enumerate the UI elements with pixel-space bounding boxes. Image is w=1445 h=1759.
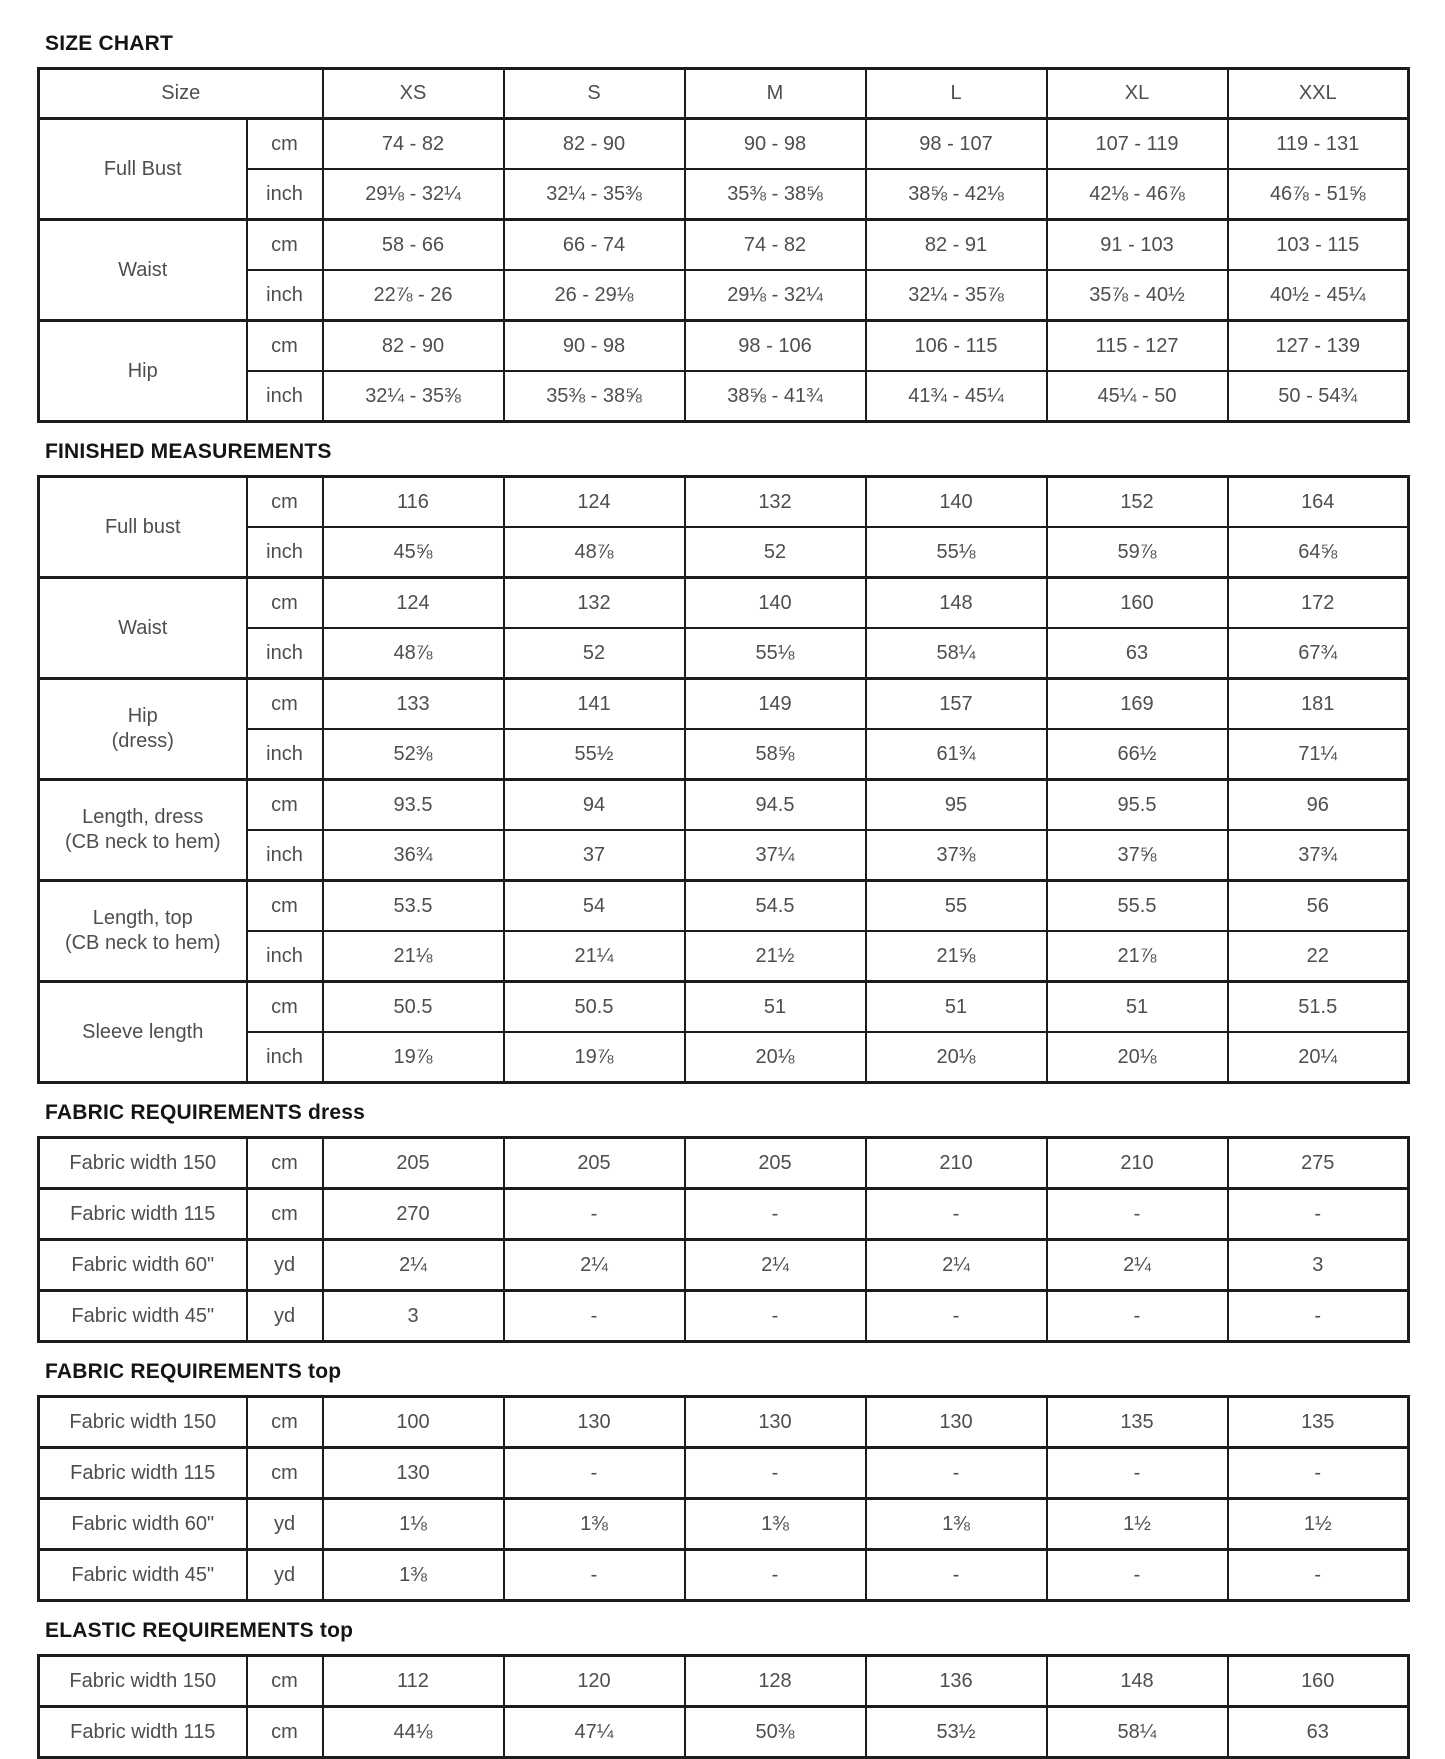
value-cell: 90 - 98	[504, 321, 685, 372]
finished-measurements-title: FINISHED MEASUREMENTS	[45, 440, 332, 463]
unit-cell: yd	[247, 1240, 323, 1291]
row-label: Length, top (CB neck to hem)	[39, 881, 247, 982]
value-cell: 169	[1047, 679, 1228, 730]
value-cell: 52⅜	[323, 729, 504, 780]
table-row	[39, 321, 1409, 372]
value-cell: -	[504, 1550, 685, 1601]
row-label: Fabric width 115	[39, 1189, 247, 1240]
unit-cell: cm	[247, 780, 323, 831]
table-row	[39, 1138, 1409, 1189]
value-cell: 58⅝	[685, 729, 866, 780]
value-cell: 52	[504, 628, 685, 679]
value-cell: 22	[1228, 931, 1409, 982]
size-chart-table	[37, 67, 1410, 423]
row-label: Fabric width 60"	[39, 1499, 247, 1550]
value-cell: 181	[1228, 679, 1409, 730]
value-cell: 66 - 74	[504, 220, 685, 271]
value-cell: 45¼ - 50	[1047, 371, 1228, 422]
value-cell: 160	[1228, 1656, 1409, 1707]
value-cell: 35⅞ - 40½	[1047, 270, 1228, 321]
value-cell: 2¼	[323, 1240, 504, 1291]
table-row	[39, 220, 1409, 271]
finished-measurements-section	[37, 440, 1445, 1084]
value-cell: -	[1047, 1189, 1228, 1240]
value-cell: -	[1228, 1189, 1409, 1240]
value-cell: 94	[504, 780, 685, 831]
value-cell: 152	[1047, 477, 1228, 528]
value-cell: 58¼	[866, 628, 1047, 679]
value-cell: 130	[866, 1397, 1047, 1448]
column-header: XL	[1047, 69, 1228, 119]
table-row	[39, 1499, 1409, 1550]
column-header: L	[866, 69, 1047, 119]
unit-cell: cm	[247, 1138, 323, 1189]
value-cell: 275	[1228, 1138, 1409, 1189]
value-cell: 270	[323, 1189, 504, 1240]
row-label: Hip	[39, 321, 247, 422]
value-cell: 157	[866, 679, 1047, 730]
elastic-requirements-top-title: ELASTIC REQUIREMENTS top	[45, 1619, 354, 1642]
value-cell: 37¾	[1228, 830, 1409, 881]
unit-cell: cm	[247, 220, 323, 271]
value-cell: 55.5	[1047, 881, 1228, 932]
value-cell: 20¼	[1228, 1032, 1409, 1083]
fabric-requirements-dress-table	[37, 1136, 1410, 1343]
row-label: Fabric width 115	[39, 1448, 247, 1499]
row-label: Sleeve length	[39, 982, 247, 1083]
value-cell: 38⅝ - 42⅛	[866, 169, 1047, 220]
value-cell: 29⅛ - 32¼	[323, 169, 504, 220]
value-cell: 32¼ - 35⅜	[504, 169, 685, 220]
table-header	[39, 69, 1409, 119]
value-cell: 20⅛	[866, 1032, 1047, 1083]
row-label: Full bust	[39, 477, 247, 578]
unit-cell: inch	[247, 931, 323, 982]
table-row	[39, 881, 1409, 932]
value-cell: 20⅛	[1047, 1032, 1228, 1083]
unit-cell: cm	[247, 1189, 323, 1240]
value-cell: 54	[504, 881, 685, 932]
value-cell: 37¼	[685, 830, 866, 881]
value-cell: -	[866, 1550, 1047, 1601]
value-cell: 1½	[1047, 1499, 1228, 1550]
unit-cell: inch	[247, 527, 323, 578]
row-label: Waist	[39, 220, 247, 321]
value-cell: 140	[685, 578, 866, 629]
value-cell: 19⅞	[504, 1032, 685, 1083]
value-cell: 1⅛	[323, 1499, 504, 1550]
unit-cell: inch	[247, 1032, 323, 1083]
row-label: Length, dress (CB neck to hem)	[39, 780, 247, 881]
value-cell: 32¼ - 35⅞	[866, 270, 1047, 321]
value-cell: 1⅜	[866, 1499, 1047, 1550]
unit-cell: cm	[247, 1448, 323, 1499]
value-cell: 2¼	[685, 1240, 866, 1291]
table-body	[39, 1656, 1409, 1758]
table-body	[39, 477, 1409, 1083]
value-cell: 172	[1228, 578, 1409, 629]
value-cell: 58 - 66	[323, 220, 504, 271]
value-cell: 21⅝	[866, 931, 1047, 982]
value-cell: 106 - 115	[866, 321, 1047, 372]
value-cell: 148	[1047, 1656, 1228, 1707]
value-cell: 50 - 54¾	[1228, 371, 1409, 422]
value-cell: 98 - 106	[685, 321, 866, 372]
value-cell: 45⅝	[323, 527, 504, 578]
value-cell: 42⅛ - 46⅞	[1047, 169, 1228, 220]
unit-cell: inch	[247, 169, 323, 220]
value-cell: 141	[504, 679, 685, 730]
unit-cell: cm	[247, 477, 323, 528]
value-cell: 48⅞	[323, 628, 504, 679]
size-header-cell: Size	[39, 69, 323, 119]
unit-cell: inch	[247, 371, 323, 422]
value-cell: -	[504, 1189, 685, 1240]
value-cell: 3	[1228, 1240, 1409, 1291]
row-label: Fabric width 150	[39, 1656, 247, 1707]
value-cell: 55	[866, 881, 1047, 932]
value-cell: 82 - 90	[323, 321, 504, 372]
table-row	[39, 1656, 1409, 1707]
value-cell: 50.5	[504, 982, 685, 1033]
unit-cell: cm	[247, 881, 323, 932]
value-cell: 95	[866, 780, 1047, 831]
value-cell: -	[685, 1291, 866, 1342]
elastic-requirements-top-table	[37, 1654, 1410, 1759]
value-cell: 21⅛	[323, 931, 504, 982]
value-cell: 148	[866, 578, 1047, 629]
table-row	[39, 982, 1409, 1033]
value-cell: 205	[323, 1138, 504, 1189]
value-cell: 95.5	[1047, 780, 1228, 831]
value-cell: 19⅞	[323, 1032, 504, 1083]
value-cell: 1⅜	[323, 1550, 504, 1601]
value-cell: 124	[504, 477, 685, 528]
value-cell: 133	[323, 679, 504, 730]
table-body	[39, 1138, 1409, 1342]
value-cell: 112	[323, 1656, 504, 1707]
value-cell: 149	[685, 679, 866, 730]
unit-cell: inch	[247, 729, 323, 780]
value-cell: 29⅛ - 32¼	[685, 270, 866, 321]
value-cell: 160	[1047, 578, 1228, 629]
value-cell: 1⅜	[504, 1499, 685, 1550]
value-cell: 107 - 119	[1047, 119, 1228, 170]
value-cell: 3	[323, 1291, 504, 1342]
value-cell: 135	[1228, 1397, 1409, 1448]
value-cell: 130	[685, 1397, 866, 1448]
value-cell: 96	[1228, 780, 1409, 831]
table-row	[39, 780, 1409, 831]
value-cell: 36¾	[323, 830, 504, 881]
value-cell: 140	[866, 477, 1047, 528]
value-cell: 58¼	[1047, 1707, 1228, 1758]
fabric-requirements-top-title: FABRIC REQUIREMENTS top	[45, 1360, 342, 1383]
size-chart-title: SIZE CHART	[45, 32, 173, 55]
table-row	[39, 119, 1409, 170]
value-cell: 74 - 82	[685, 220, 866, 271]
value-cell: -	[685, 1550, 866, 1601]
value-cell: 56	[1228, 881, 1409, 932]
value-cell: 127 - 139	[1228, 321, 1409, 372]
value-cell: -	[1047, 1550, 1228, 1601]
value-cell: -	[685, 1448, 866, 1499]
value-cell: 132	[685, 477, 866, 528]
value-cell: 40½ - 45¼	[1228, 270, 1409, 321]
table-row	[39, 1291, 1409, 1342]
value-cell: 103 - 115	[1228, 220, 1409, 271]
value-cell: 47¼	[504, 1707, 685, 1758]
table-row	[39, 1550, 1409, 1601]
value-cell: 64⅝	[1228, 527, 1409, 578]
value-cell: 91 - 103	[1047, 220, 1228, 271]
value-cell: -	[1047, 1448, 1228, 1499]
unit-cell: cm	[247, 119, 323, 170]
unit-cell: cm	[247, 1397, 323, 1448]
value-cell: 21⅞	[1047, 931, 1228, 982]
unit-cell: cm	[247, 679, 323, 730]
value-cell: 100	[323, 1397, 504, 1448]
value-cell: 44⅛	[323, 1707, 504, 1758]
value-cell: 55⅛	[685, 628, 866, 679]
value-cell: 66½	[1047, 729, 1228, 780]
value-cell: 26 - 29⅛	[504, 270, 685, 321]
row-label: Fabric width 45"	[39, 1550, 247, 1601]
unit-cell: cm	[247, 1656, 323, 1707]
value-cell: 55⅛	[866, 527, 1047, 578]
column-header: S	[504, 69, 685, 119]
fabric-requirements-dress-section	[37, 1101, 1445, 1343]
unit-cell: yd	[247, 1291, 323, 1342]
value-cell: 130	[323, 1448, 504, 1499]
table-row	[39, 1397, 1409, 1448]
size-chart-section	[37, 32, 1445, 423]
value-cell: 53.5	[323, 881, 504, 932]
value-cell: 21½	[685, 931, 866, 982]
value-cell: 22⅞ - 26	[323, 270, 504, 321]
value-cell: 37⅜	[866, 830, 1047, 881]
value-cell: 210	[1047, 1138, 1228, 1189]
fabric-requirements-top-section	[37, 1360, 1445, 1602]
value-cell: 51	[1047, 982, 1228, 1033]
fabric-requirements-top-table	[37, 1395, 1410, 1602]
value-cell: 35⅜ - 38⅝	[685, 169, 866, 220]
row-label: Waist	[39, 578, 247, 679]
table-row	[39, 477, 1409, 528]
value-cell: 41¾ - 45¼	[866, 371, 1047, 422]
value-cell: -	[504, 1291, 685, 1342]
value-cell: 82 - 90	[504, 119, 685, 170]
finished-measurements-table	[37, 475, 1410, 1084]
value-cell: 93.5	[323, 780, 504, 831]
header-row	[39, 69, 1409, 119]
value-cell: -	[866, 1189, 1047, 1240]
value-cell: 63	[1047, 628, 1228, 679]
value-cell: 50⅜	[685, 1707, 866, 1758]
value-cell: 124	[323, 578, 504, 629]
value-cell: 82 - 91	[866, 220, 1047, 271]
value-cell: 98 - 107	[866, 119, 1047, 170]
value-cell: 2¼	[866, 1240, 1047, 1291]
value-cell: 52	[685, 527, 866, 578]
row-label: Fabric width 150	[39, 1138, 247, 1189]
value-cell: 90 - 98	[685, 119, 866, 170]
value-cell: 32¼ - 35⅜	[323, 371, 504, 422]
table-body	[39, 1397, 1409, 1601]
value-cell: -	[1047, 1291, 1228, 1342]
unit-cell: cm	[247, 982, 323, 1033]
value-cell: 120	[504, 1656, 685, 1707]
value-cell: 115 - 127	[1047, 321, 1228, 372]
unit-cell: inch	[247, 628, 323, 679]
unit-cell: inch	[247, 830, 323, 881]
value-cell: 51	[685, 982, 866, 1033]
value-cell: 48⅞	[504, 527, 685, 578]
value-cell: 136	[866, 1656, 1047, 1707]
value-cell: 116	[323, 477, 504, 528]
value-cell: -	[1228, 1448, 1409, 1499]
table-row	[39, 679, 1409, 730]
unit-cell: yd	[247, 1550, 323, 1601]
table-row	[39, 1707, 1409, 1758]
value-cell: 21¼	[504, 931, 685, 982]
value-cell: 51	[866, 982, 1047, 1033]
value-cell: 210	[866, 1138, 1047, 1189]
table-row	[39, 1189, 1409, 1240]
value-cell: 94.5	[685, 780, 866, 831]
row-label: Full Bust	[39, 119, 247, 220]
column-header: XS	[323, 69, 504, 119]
table-row	[39, 1448, 1409, 1499]
value-cell: 59⅞	[1047, 527, 1228, 578]
value-cell: 46⅞ - 51⅝	[1228, 169, 1409, 220]
value-cell: 1⅜	[685, 1499, 866, 1550]
row-label: Fabric width 115	[39, 1707, 247, 1758]
value-cell: 61¾	[866, 729, 1047, 780]
value-cell: 2¼	[1047, 1240, 1228, 1291]
value-cell: 54.5	[685, 881, 866, 932]
value-cell: 38⅝ - 41¾	[685, 371, 866, 422]
row-label: Fabric width 150	[39, 1397, 247, 1448]
row-label: Fabric width 60"	[39, 1240, 247, 1291]
value-cell: -	[866, 1448, 1047, 1499]
value-cell: 164	[1228, 477, 1409, 528]
value-cell: 37	[504, 830, 685, 881]
value-cell: 63	[1228, 1707, 1409, 1758]
value-cell: 74 - 82	[323, 119, 504, 170]
value-cell: -	[685, 1189, 866, 1240]
value-cell: -	[1228, 1550, 1409, 1601]
table-row	[39, 1240, 1409, 1291]
unit-cell: cm	[247, 321, 323, 372]
unit-cell: cm	[247, 578, 323, 629]
value-cell: 20⅛	[685, 1032, 866, 1083]
value-cell: 53½	[866, 1707, 1047, 1758]
value-cell: -	[866, 1291, 1047, 1342]
elastic-requirements-top-section	[37, 1619, 1445, 1759]
value-cell: 1½	[1228, 1499, 1409, 1550]
value-cell: 67¾	[1228, 628, 1409, 679]
value-cell: 132	[504, 578, 685, 629]
column-header: M	[685, 69, 866, 119]
value-cell: 205	[685, 1138, 866, 1189]
value-cell: 119 - 131	[1228, 119, 1409, 170]
unit-cell: yd	[247, 1499, 323, 1550]
value-cell: 71¼	[1228, 729, 1409, 780]
value-cell: 50.5	[323, 982, 504, 1033]
value-cell: 135	[1047, 1397, 1228, 1448]
row-label: Hip (dress)	[39, 679, 247, 780]
value-cell: 2¼	[504, 1240, 685, 1291]
fabric-requirements-dress-title: FABRIC REQUIREMENTS dress	[45, 1101, 366, 1124]
unit-cell: inch	[247, 270, 323, 321]
row-label: Fabric width 45"	[39, 1291, 247, 1342]
value-cell: 55½	[504, 729, 685, 780]
value-cell: 128	[685, 1656, 866, 1707]
value-cell: 205	[504, 1138, 685, 1189]
value-cell: 37⅝	[1047, 830, 1228, 881]
value-cell: -	[1228, 1291, 1409, 1342]
column-header: XXL	[1228, 69, 1409, 119]
value-cell: 130	[504, 1397, 685, 1448]
table-row	[39, 578, 1409, 629]
value-cell: 35⅜ - 38⅝	[504, 371, 685, 422]
unit-cell: cm	[247, 1707, 323, 1758]
value-cell: 51.5	[1228, 982, 1409, 1033]
table-body	[39, 119, 1409, 422]
value-cell: -	[504, 1448, 685, 1499]
